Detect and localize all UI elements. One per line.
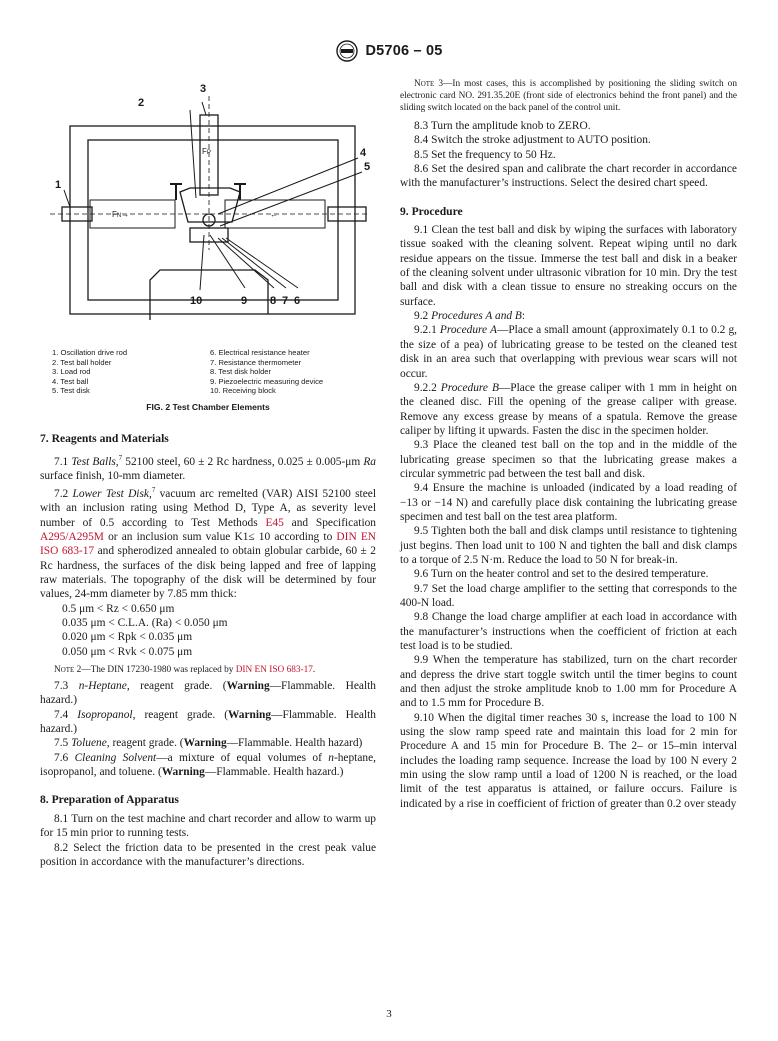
legend-item: 4. Test ball [52,376,89,386]
callout-6: 6 [294,295,301,307]
roughness-value: 0.050 μm < Rvk < 0.075 μm [62,645,193,658]
legend-item: 9. Piezoelectric measuring device [210,376,324,386]
page-header [0,40,778,62]
figure-legend [40,348,376,396]
section-8-heading: 8. Preparation of Apparatus [40,793,179,807]
para-9-9: 9.9 When the temperature has stabilized, turn on the chart recorder and depress the drive start toggle switch until the timer begins to count and then adjust the stroke amplitude knob to 1.00 mm for Procedure A and to 1.5 mm for Procedure B. [400,654,737,710]
para-7-4: 7.4 Isopropanol, reagent grade. (Warning—Flammable. Health hazard.) [40,708,376,736]
para-8-5: 8.5 Set the frequency to 50 Hz. [414,148,556,161]
para-7-5: 7.5 Toluene, reagent grade. (Warning—Flammable. Health hazard) [54,737,363,750]
figure-caption: FIG. 2 Test Chamber Elements [146,401,270,412]
callout-8: 8 [270,295,277,307]
section-9-heading: 9. Procedure [400,204,463,218]
fn-force-label: FN→ [112,210,130,219]
legend-item: 5. Test disk [52,386,90,396]
para-9-10: 9.10 When the digital timer reaches 30 s, increase the load to 100 N using the slow ramp speed rate and maintain this load for 2 min for Procedure A and 15 min for Procedure B. The 2– or 15–min interval includes the loading ramp sequence. Increase the load by 100 N every 2 min using the slow ramp until a load of 1200 N is reached, or the load limit of the test apparatus is attained, or failure occurs. Failure is indicated by a rise in coefficient of friction of greater than 0.2 over steady [400,711,737,810]
legend-item: 6. Electrical resistance heater [210,348,310,357]
left-column [40,80,376,869]
para-9-3: 9.3 Place the cleaned test ball on the top and in the middle of the lubricating grease specimen so that the lubricating grease makes a circular symmetric pad between the test ball and disk. [400,439,737,480]
link-din-en-iso-note[interactable]: DIN EN ISO 683-17 [235,665,313,676]
para-9-1: 9.1 Clean the test ball and disk by wiping the surfaces with laboratory tissue soaked with the cleaning solvent. Repeat wiping until no dark residue appears on the tissue. Immerse the test ball and disk in a beaker of the cleaning solvent under ultrasonic vibration for 10 min. Dry the test ball and disk with a clean tissue to ensure no streaking occurs on the surface. [400,224,737,308]
note-3: Note 3—In most cases, this is accomplished by positioning the sliding switch on electronic card NO. 291.35.20E (front side of electronics behind the front panel) and the sliding switch located on the back panel of the control unit. [400,79,737,113]
para-9-2: 9.2 Procedures A and B: [414,310,526,323]
legend-left [52,348,210,396]
para-9-7: 9.7 Set the load charge amplifier to the setting that corresponds to the 400-N load. [400,582,737,609]
figure-2 [40,80,376,344]
astm-logo-icon [336,40,358,62]
note-2: Note 2—The DIN 17230-1980 was replaced by DIN EN ISO 683-17. [54,665,316,676]
roughness-value: 0.5 μm < Rz < 0.650 μm [62,602,175,615]
para-7-1: 7.1 Test Balls,$^7$ 52100 steel, 60 ± 2 Rc hardness, 0.025 ± 0.005-μm Ra surface finish, 10-mm diameter. [40,453,376,482]
roughness-value: 0.020 μm < Rpk < 0.035 μm [62,631,193,644]
legend-right [210,348,323,396]
fp-force-label: FP [202,147,211,156]
legend-item: 7. Resistance thermometer [210,357,302,367]
page-number: 3 [386,1008,392,1020]
right-column [400,78,737,811]
para-9-5: 9.5 Tighten both the ball and disk clamps until resistance to tightening just begins. Then load unit to 100 N and tighten the ball and disk clamps to a torque of 2.5 N·m. Reduce the load to 50 N for break-in. [400,525,737,566]
link-din-en-iso[interactable]: DIN EN ISO 683-17 [40,530,377,558]
document-id: D5706 – 05 [365,43,443,59]
roughness-value: 0.035 μm < C.L.A. (Ra) < 0.050 μm [62,617,228,630]
link-e45[interactable]: E45 [265,516,284,529]
link-a295[interactable]: A295/A295M [40,530,104,543]
para-8-2: 8.2 Select the friction data to be presented in the crest peak value position in accordance with the manufacturer’s directions. [40,841,376,868]
callout-5: 5 [364,161,371,173]
para-7-3: 7.3 n-Heptane, reagent grade. (Warning—Flammable. Health hazard.) [40,680,376,707]
para-7-6: 7.6 Cleaning Solvent—a mixture of equal volumes of n-heptane, isopropanol, and toluene. (Warning—Flammable. Health hazard.) [40,751,376,779]
para-9-4: 9.4 Ensure the machine is unloaded (indicated by a load reading of −13 or −14 N) and carefully place disk containing the lubricating grease specimen and test ball on the test area platform. [400,482,737,523]
legend-item: 1. Oscillation drive rod [52,348,128,357]
callout-10: 10 [190,295,203,307]
para-9-6: 9.6 Turn on the heater control and set to the desired temperature. [414,568,709,581]
callout-2: 2 [138,97,145,109]
test-chamber-diagram [40,80,376,344]
callout-3: 3 [200,83,207,95]
callout-7: 7 [282,295,289,307]
para-9-2-1: 9.2.1 Procedure A—Place a small amount (approximately 0.1 to 0.2 g, the size of a pea) of lubricating grease to be tested on the cleaned test disk in an area such that overlapping with previous wear scars will not occur. [400,324,737,380]
para-8-6: 8.6 Set the desired span and calibrate the chart recorder in accordance with the manufacturer’s instructions. Select the desired chart speed. [400,163,737,190]
callout-1: 1 [55,179,62,191]
para-9-8: 9.8 Change the load charge amplifier at each load in accordance with the manufacturer’s instructions when the coefficient of friction at each test load is to be studied. [400,611,737,653]
section-7-heading: 7. Reagents and Materials [40,432,169,446]
callout-4: 4 [360,147,367,159]
para-8-1: 8.1 Turn on the test machine and chart recorder and allow to warm up for 15 min prior to running tests. [40,812,376,840]
legend-item: 2. Test ball holder [52,357,112,367]
legend-item: 3. Load rod [52,367,91,377]
legend-item: 8. Test disk holder [210,367,272,377]
para-7-2: 7.2 Lower Test Disk,$^7$ vacuum arc remelted (VAR) AISI 52100 steel with an inclusion rating using Method D, Type A, as severity level number of 0.5 according to Test Methods E45 and Specification A295/A295M or an inclusion sum value K1≤ 10 according to DIN EN ISO 683-17 and spherodized annealed to obtain globular carbide, 60 ± 2 Rc hardness, the surfaces of the disk being lapped and free of lapping raw materials. The topography of the disk will be determined by four values, 24-mm diameter by 7.85 mm thick: [40,486,377,601]
para-9-2-2: 9.2.2 Procedure B—Place the grease caliper with 1 mm in height on the cleaned disc. Fill the opening of the grease caliper with grease. Remove any excess grease by means of a spatula. Remove the grease caliper by lifting it upwards. Fasten the disc in the specimen holder. [400,381,737,437]
legend-item: 10. Receiving block [210,386,276,396]
para-8-3: 8.3 Turn the amplitude knob to ZERO. [414,120,591,132]
callout-9: 9 [241,295,248,307]
fn-force-label-right: ← [270,210,278,219]
para-8-4: 8.4 Switch the stroke adjustment to AUTO position. [414,134,651,147]
